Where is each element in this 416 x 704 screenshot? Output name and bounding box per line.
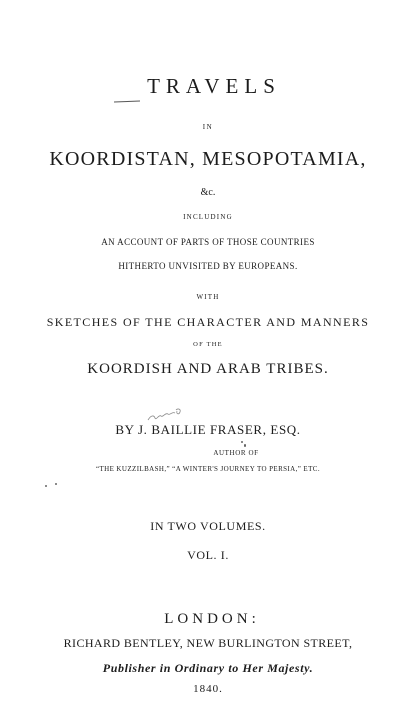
subtitle-sketches: SKETCHES OF THE CHARACTER AND MANNERS: [46, 315, 370, 329]
book-subject: KOORDISTAN, MESOPOTAMIA,: [49, 148, 367, 170]
volumes-count: IN TWO VOLUMES.: [150, 519, 266, 533]
ink-speck: [241, 441, 243, 443]
previous-works: “THE KUZZILBASH,” “A WINTER'S JOURNEY TO PERSIA,” ETC.: [95, 465, 321, 473]
volume-number: VOL. I.: [187, 548, 229, 562]
imprint-place: LONDON:: [164, 611, 260, 627]
subtitle-line-2: HITHERTO UNVISITED BY EUROPEANS.: [118, 261, 298, 271]
title-ornament-rule: [114, 101, 140, 103]
author-of-label: AUTHOR OF: [213, 449, 259, 457]
ink-speck: [55, 483, 57, 485]
imprint-publisher-title: Publisher in Ordinary to Her Majesty.: [102, 661, 314, 675]
subject-etc: &c.: [200, 187, 216, 198]
imprint-year: 1840.: [193, 683, 223, 695]
subtitle-line-1: AN ACCOUNT OF PARTS OF THOSE COUNTRIES: [101, 237, 315, 247]
author-line: BY J. BAILLIE FRASER, ESQ.: [115, 422, 301, 437]
ink-speck: [244, 444, 246, 447]
connector-with: WITH: [196, 293, 220, 301]
ink-speck: [45, 485, 47, 487]
connector-of-the: OF THE: [193, 341, 223, 348]
title-connector-in: IN: [202, 123, 214, 131]
connector-including: INCLUDING: [183, 213, 233, 221]
book-title: TRAVELS: [147, 74, 281, 98]
subtitle-tribes: KOORDISH AND ARAB TRIBES.: [87, 361, 329, 377]
imprint-publisher: RICHARD BENTLEY, NEW BURLINGTON STREET,: [63, 636, 353, 650]
